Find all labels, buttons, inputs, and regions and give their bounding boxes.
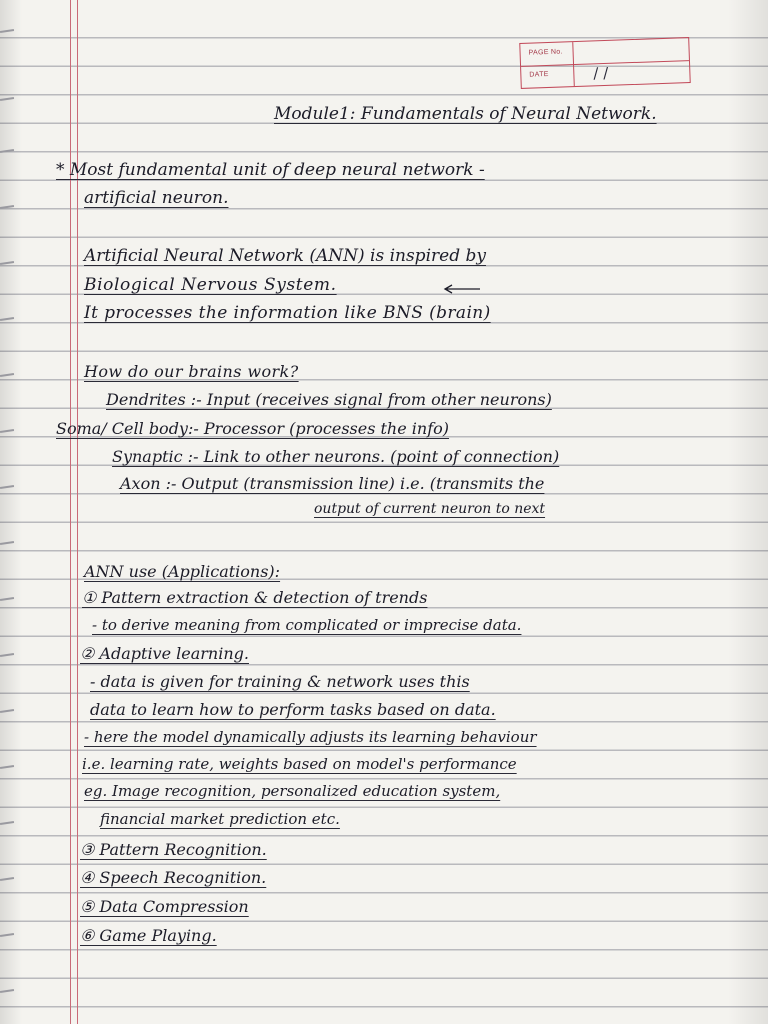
binding-mark bbox=[0, 933, 14, 937]
binding-mark bbox=[0, 765, 14, 769]
binding-mark bbox=[0, 989, 14, 993]
brain-axon-continued: output of current neuron to next bbox=[314, 501, 546, 517]
binding-mark bbox=[0, 373, 14, 377]
application-item-1: ① Pattern extraction & detection of trends bbox=[82, 588, 428, 607]
margin-line-left bbox=[70, 0, 71, 1024]
ann-def-line-2: Biological Nervous System. bbox=[84, 275, 337, 295]
binding-mark bbox=[0, 317, 14, 321]
margin-line-left-2 bbox=[77, 0, 78, 1024]
application-item-3: ③ Pattern Recognition. bbox=[80, 840, 267, 859]
brain-soma: Soma/ Cell body:- Processor (processes the info) bbox=[56, 419, 450, 438]
date-label: DATE bbox=[529, 70, 549, 79]
binding-mark bbox=[0, 821, 14, 825]
binding-mark bbox=[0, 429, 14, 433]
binding-mark bbox=[0, 149, 14, 153]
intro-line-2: artificial neuron. bbox=[84, 188, 229, 208]
binding-mark bbox=[0, 29, 14, 33]
binding-mark bbox=[0, 205, 14, 209]
binding-mark bbox=[0, 877, 14, 881]
application-item-2-detail-2: data to learn how to perform tasks based on data. bbox=[90, 700, 496, 719]
binding-mark bbox=[0, 97, 14, 101]
intro-line-1: * Most fundamental unit of deep neural network - bbox=[56, 160, 485, 180]
binding-mark bbox=[0, 653, 14, 657]
arrow-left-icon bbox=[442, 284, 482, 294]
date-row bbox=[521, 60, 690, 88]
binding-mark bbox=[0, 485, 14, 489]
ann-def-line-1: Artificial Neural Network (ANN) is inspired by bbox=[84, 246, 486, 266]
application-item-2-detail-5: eg. Image recognition, personalized education system, bbox=[84, 782, 501, 800]
application-item-5: ⑤ Data Compression bbox=[80, 897, 249, 916]
brain-synaptic: Synaptic :- Link to other neurons. (point of connection) bbox=[112, 447, 560, 466]
binding-mark bbox=[0, 709, 14, 713]
brain-axon: Axon :- Output (transmission line) i.e. (transmits the bbox=[120, 474, 545, 493]
binding-mark bbox=[0, 597, 14, 601]
application-item-2: ② Adaptive learning. bbox=[80, 644, 249, 663]
application-item-6: ⑥ Game Playing. bbox=[80, 926, 217, 945]
date-value: / / bbox=[593, 63, 609, 83]
binding-mark bbox=[0, 261, 14, 265]
brain-question: How do our brains work? bbox=[84, 362, 299, 381]
applications-heading: ANN use (Applications): bbox=[84, 562, 281, 581]
application-item-2-detail-4: i.e. learning rate, weights based on model's performance bbox=[82, 755, 517, 773]
page-title: Module1: Fundamentals of Neural Network. bbox=[274, 104, 657, 124]
application-item-1-detail: - to derive meaning from complicated or imprecise data. bbox=[92, 616, 522, 634]
application-item-4: ④ Speech Recognition. bbox=[80, 868, 267, 887]
page-date-box bbox=[519, 37, 691, 89]
application-item-2-detail-1: - data is given for training & network uses this bbox=[90, 672, 470, 691]
application-item-2-detail-3: - here the model dynamically adjusts its learning behaviour bbox=[84, 728, 537, 746]
brain-dendrites: Dendrites :- Input (receives signal from other neurons) bbox=[106, 390, 552, 409]
page-no-label: PAGE No. bbox=[528, 48, 563, 57]
binding-mark bbox=[0, 541, 14, 545]
application-item-2-detail-6: financial market prediction etc. bbox=[100, 810, 340, 828]
ann-def-line-3: It processes the information like BNS (brain) bbox=[84, 303, 491, 323]
